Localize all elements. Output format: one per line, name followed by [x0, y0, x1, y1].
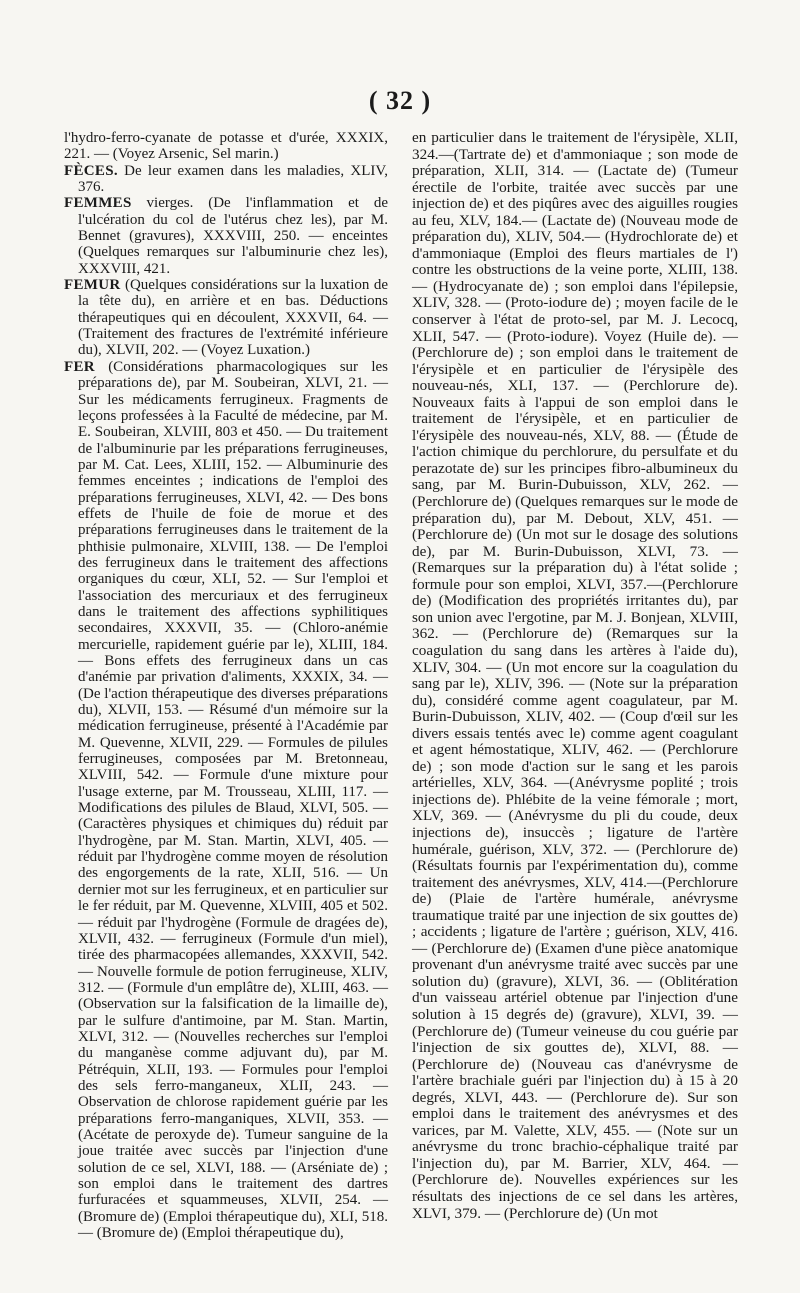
entry-text: (Quelques considérations sur la luxation de la tête du), en arrière et en bas. Déductions thérapeutiques qui en découlent, XXXVII, 64. — (Traitement des fractures de l'extrémité inférieure du), XLVII, 202. — (Voyez Luxation.): [78, 277, 388, 359]
index-entry-feces: [64, 163, 388, 196]
entry-text: l'hydro-ferro-cyanate de potasse et d'urée, XXXIX, 221. — (Voyez Arsenic, Sel marin.): [64, 130, 388, 163]
index-entry-femmes: [64, 195, 388, 277]
entry-headword: FEMMES: [64, 195, 132, 212]
entry-text: De leur examen dans les maladies, XLIV, 376.: [78, 162, 388, 196]
index-entry-femur: [64, 277, 388, 359]
index-entry-fer-continued: [412, 130, 738, 1222]
entry-text: vierges. (De l'inflammation et de l'ulcération du col de l'utérus chez les), par M. Bennet (gravures), XXXVIII, 250. — enceintes (Quelques remarques sur l'albuminurie chez les), XXXVIII, 421.: [78, 195, 388, 277]
entry-headword: FEMUR: [64, 277, 121, 294]
entry-headword: FER: [64, 358, 95, 375]
index-entry-continuation: [64, 130, 388, 163]
index-entry-fer: [64, 359, 388, 1242]
entry-text: en particulier dans le traitement de l'érysipèle, XLII, 324.—(Tartrate de) et d'ammoniaque ; son mode de préparation, XLII, 314. — (Lactate de) (Tumeur érectile de l'orbite, traitée avec succès par une injection de) et des piqûres avec des aiguilles rougies au feu, XLV, 184.— (Lactate de) (Nouveau mode de préparation du), XLIV, 504.— (Hydrochlorate de) et d'ammoniaque (Emploi des fleurs martiales de l') contre les obstructions de la veine porte, XLIII, 138. — (Hydrocyanate de) ; son emploi dans l'épilepsie, XLIV, 328. — (Proto-iodure de) ; moyen facile de le conserver à l'état de proto-sel, par M. J. Lecocq, XLII, 547. — (Proto-iodure). Voyez (Huile de). — (Perchlorure de) ; son emploi dans le traitement de l'érysipèle et en particulier de l'érysipèle des nouveau-nés, XLI, 137. — (Perchlorure de). Nouveaux faits à l'appui de son emploi dans le traitement de l'érysipèle, et en particulier de l'érysipèle des nouveau-nés, XLV, 88. — (Étude de l'action chimique du perchlorure, du persulfate et du perazotate de) sur les principes fibro-albumineux du sang, par M. Burin-Dubuisson, XLV, 262. — (Perchlorure de) (Quelques remarques sur le mode de préparation du), par M. Debout, XLV, 451. — (Perchlorure de) (Un mot sur le dosage des solutions de), par M. Burin-Dubuisson, XLVI, 73. — (Remarques sur la préparation du) à l'état solide ; formule pour son emploi, XLVI, 357.—(Perchlorure de) (Modification des propriétés irritantes du), par son union avec l'ergotine, par M. J. Bonjean, XLVIII, 362. — (Perchlorure de) (Remarques sur la coagulation du sang dans les artères à l'aide du), XLIV, 304. — (Un mot encore sur la coagulation du sang par le), XLIV, 396. — (Note sur la préparation du), considéré comme agent coagulateur, par M. Burin-Dubuisson, XLIV, 402. — (Coup d'œil sur les divers essais tentés avec le) comme agent coagulant et agent hémostatique, XLIV, 462. — (Perchlorure de) ; son mode d'action sur le sang et les parois artérielles, XLV, 364. —(Anévrysme poplité ; trois injections de). Phlébite de la veine fémorale ; mort, XLV, 369. — (Anévrysme du pli du coude, deux injections de), insuccès ; ligature de l'artère humérale, guérison, XLV, 372. — (Perchlorure de) (Résultats fournis par l'expérimentation du), comme traitement des anévrysmes, XLV, 414.—(Perchlorure de) (Plaie de l'artère humérale, anévrysme traumatique traité par une injection de six gouttes de) ; accidents ; ligature de l'artère ; guérison, XLV, 416. — (Perchlorure de) (Examen d'une pièce anatomique provenant d'un anévrysme traité avec succès par une solution du) (gravure), XLVI, 36. — (Oblitération d'un vaisseau artériel obtenue par l'injection d'une solution à 15 degrés de) (gravure), XLVI, 39. — (Perchlorure de) (Tumeur veineuse du cou guérie par l'injection de six gouttes de), XLVI, 88. —(Perchlorure de) (Nouveau cas d'anévrysme de l'artère brachiale guéri par l'injection du) à 15 à 20 degrés, XLVI, 443. — (Perchlorure de). Sur son emploi dans le traitement des anévrysmes et des varices, par M. Valette, XLV, 455. — (Note sur un anévrysme du tronc brachio-céphalique traité par l'injection du), par M. Barrier, XLV, 464. — (Perchlorure de). Nouvelles expériences sur les résultats des injections de ce sel dans les artères, XLVI, 379. — (Perchlorure de) (Un mot: [412, 129, 738, 1222]
right-column: [412, 130, 738, 1222]
entry-text: (Considérations pharmacologiques sur les préparations de), par M. Soubeiran, XLVI, 21. — Sur les médicaments ferrugineux. Fragments de leçons professées à la Faculté de médecine, par M. E. Soubeiran, XLVIII, 803 et 450. — Du traitement de l'albuminurie par les préparations ferrugineuses, par M. Cat. Lees, XLIII, 152. — Albuminurie des femmes enceintes ; indications de l'emploi des préparations ferrugineuses, XLVI, 42. — Des bons effets de l'huile de foie de morue et des préparations ferrugineuses dans le traitement de la phthisie pulmonaire, XLVIII, 138. — De l'emploi des ferrugineux dans le traitement des affections organiques du cœur, XLI, 52. — Sur l'emploi et l'association des mercuriaux et des ferrugineux dans le traitement des affections syphilitiques secondaires, XXXVII, 35. — (Chloro-anémie mercurielle, rapidement guérie par le), XLIII, 184. — Bons effets des ferrugineux dans un cas d'anémie par privation d'aliments, XXXIX, 34. — (De l'action thérapeutique des diverses préparations du), XLVII, 153. — Résumé d'un mémoire sur la médication ferrugineuse, présenté à l'Académie par M. Quevenne, XLVII, 229. — Formules de pilules ferrugineuses, composées par M. Bretonneau, XLVIII, 542. — Formule d'une mixture pour l'usage externe, par M. Trousseau, XLIII, 117. — Modifications des pilules de Blaud, XLVI, 505. — (Caractères physiques et chimiques du) réduit par l'hydrogène, par M. Stan. Martin, XLVI, 405. — réduit par l'hydrogène comme moyen de résolution des engorgements de la rate, XLII, 516. — Un dernier mot sur les ferrugineux, et en particulier sur le fer réduit, par M. Quevenne, XLVIII, 405 et 502. — réduit par l'hydrogène (Formule de dragées de), XLVII, 432. — ferrugineux (Formule d'un miel), tirée des pharmacopées allemandes, XXXVII, 542. — Nouvelle formule de potion ferrugineuse, XLIV, 312. — (Formule d'un emplâtre de), XLIII, 463. — (Observation sur la falsification de la limaille de), par le sulfure d'antimoine, par M. Stan. Martin, XLVI, 312. — (Nouvelles recherches sur l'emploi du manganèse comme adjuvant du), par M. Pétréquin, XLII, 193. — Formules pour l'emploi des sels ferro-manganeux, XLII, 243. — Observation de chlorose rapidement guérie par les préparations ferro-manganiques, XLVII, 353. — (Acétate de peroxyde de). Tumeur sanguine de la joue traitée avec succès par l'injection d'une solution de ce sel, XLVI, 188. — (Arséniate de) ; son emploi dans le traitement des dartres furfuracées et squammeuses, XLVII, 254. — (Bromure de) (Emploi thérapeutique du), XLI, 518. — (Bromure de) (Emploi thérapeutique du),: [78, 358, 388, 1242]
page-number: ( 32 ): [368, 86, 432, 115]
left-column: [64, 130, 388, 1241]
entry-headword: FÈCES.: [64, 162, 118, 179]
